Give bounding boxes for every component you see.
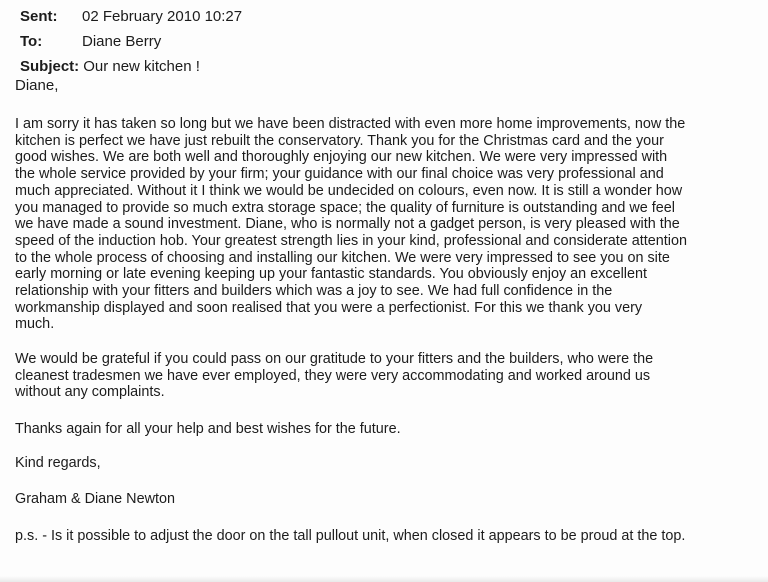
body-line: relationship with your fitters and builders which was a joy to see. We had full confidence in the [15, 283, 613, 300]
body-line: much appreciated. Without it I think we would be undecided on colours, even now. It is still a wonder how [15, 182, 683, 199]
signature: Graham & Diane Newton [15, 491, 175, 507]
to-value: Diane Berry [82, 33, 162, 50]
to-row [20, 29, 760, 54]
body-line: early morning or late evening keeping up your fantastic standards. You obviously enjoy an excellent [15, 266, 647, 283]
greeting: Diane, [15, 77, 59, 94]
email-header [20, 4, 760, 79]
body-line: to the whole process of choosing and installing our kitchen. We were very impressed to see you on site [15, 249, 670, 266]
sent-value: 02 February 2010 10:27 [82, 8, 243, 25]
to-label: To: [20, 33, 43, 50]
sent-row [20, 4, 760, 29]
subject-value: Our new kitchen ! [83, 58, 200, 75]
postscript: p.s. - Is it possible to adjust the door on the tall pullout unit, when closed it appears to be proud at the top. [15, 528, 686, 544]
body-line: kitchen is perfect we have just rebuilt the conservatory. Thank you for the Christmas card and the your [15, 132, 664, 149]
closing-line: Kind regards, [15, 455, 101, 471]
body-line: good wishes. We are both well and thoroughly enjoying our new kitchen. We were very impressed with [15, 149, 668, 166]
body-line: I am sorry it has taken so long but we have been distracted with even more home improvements, now the [15, 116, 686, 132]
body-paragraph-2 [15, 351, 715, 401]
body-line: speed of the induction hob. Your greatest strength lies in your kind, professional and considerate attention [15, 232, 688, 249]
body-line: much. [15, 316, 55, 333]
body-line: we have made a sound investment. Diane, who is normally not a gadget person, is very pleased with the [15, 216, 680, 233]
subject-row [20, 54, 760, 79]
scan-edge [0, 576, 768, 582]
body-line: We would be grateful if you could pass on our gratitude to your fitters and the builders, who were the [15, 351, 654, 367]
body-line: the whole service provided by your firm; your guidance with our final choice was very professional and [15, 166, 664, 183]
body-line: you managed to provide so much extra storage space; the quality of furniture is outstanding and we feel [15, 199, 675, 216]
body-line: cleanest tradesmen we have ever employed, they were very accommodating and worked around us [15, 367, 651, 384]
body-line: without any complaints. [15, 384, 165, 401]
subject-label: Subject: [20, 58, 80, 75]
thanks-line: Thanks again for all your help and best wishes for the future. [15, 421, 401, 437]
body-paragraph-1 [15, 116, 715, 333]
sent-label: Sent: [20, 8, 58, 25]
body-line: workmanship displayed and soon realised that you were a perfectionist. For this we thank you very [15, 299, 643, 316]
